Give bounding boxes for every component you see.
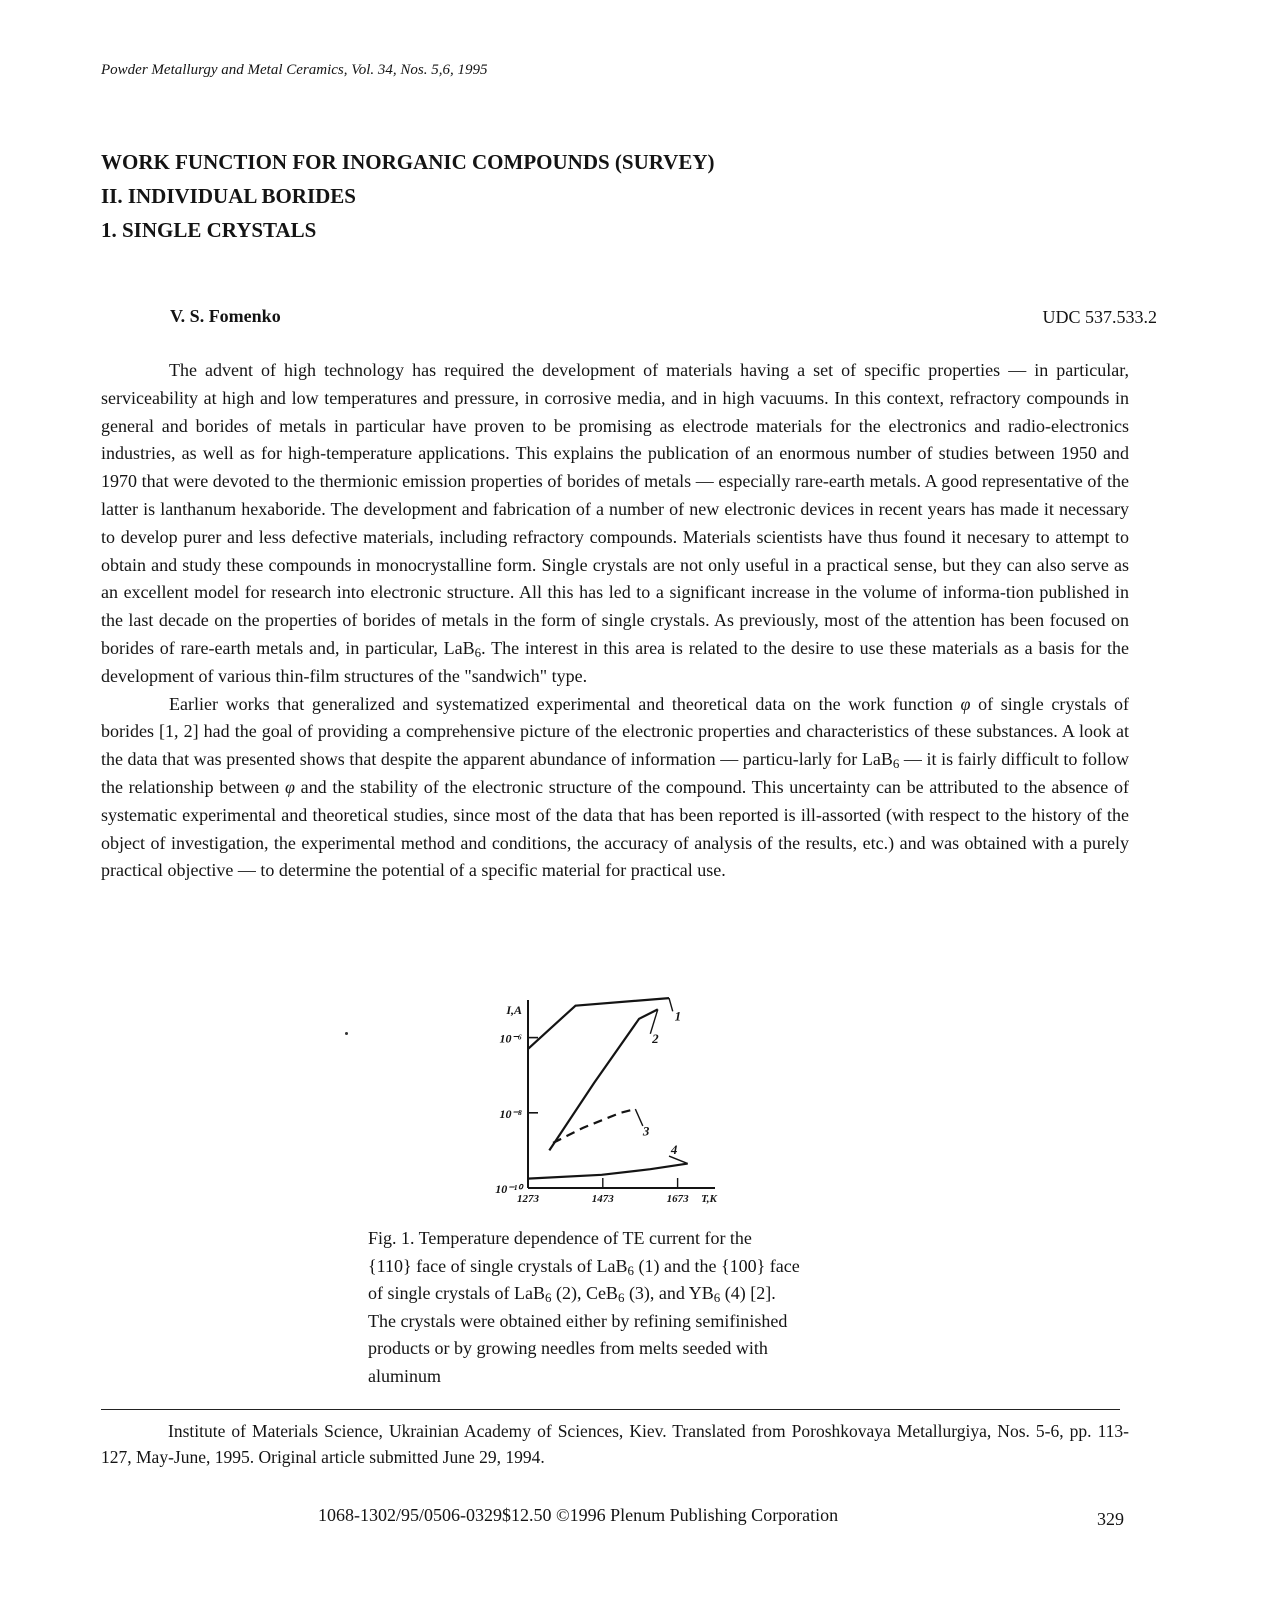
udc-code: UDC 537.533.2 (1042, 307, 1157, 327)
article-title (101, 145, 715, 247)
curve-label: 3 (642, 1123, 650, 1139)
paragraph-2: Earlier works that generalized and systematized experimental and theoretical data on the work function φ of single crystals of borides [1, 2] had the goal of providing a comprehensive picture of the electronic properties and characteristics of these substances. A look at the data that was presented shows that despite the apparent abundance of information — particu-larly for LaB$_6$ — it is fairly difficult to follow the relationship between φ and the stability of the electronic structure of the compound. This uncertainty can be attributed to the absence of systematic experimental and theoretical studies, since most of the data that has been reported is ill-assorted (with respect to the history of the object of investigation, the experimental method and conditions, the accuracy of analysis of the results, etc.) and was obtained with a purely practical objective — to determine the potential of a specific material for practical use. (101, 693, 1130, 881)
copyright-line: 1068-1302/95/0506-0329$12.50 ©1996 Plenum Publishing Corporation (318, 1505, 839, 1525)
x-tick-label: 1473 (591, 1193, 614, 1205)
y-axis-label: I,A (506, 1003, 522, 1017)
curve-label: 4 (670, 1142, 678, 1158)
figure-caption: Fig. 1. Temperature dependence of TE current for the {110} face of single crystals of LaB$_6$ (1) and the {100} face of single crystals of LaB$_6$ (2), CeB$_6$ (3), and $YB_6$ (4) [2]. The crystals were obtained either by refining semifinished products or by growing needles from melts seeded with aluminum (368, 1228, 800, 1386)
body-text (101, 357, 1129, 885)
chart-labels (635, 998, 687, 1163)
x-axis-label: T,K (701, 1193, 717, 1205)
figure-1-chart (480, 990, 740, 1215)
chart-series (528, 998, 688, 1178)
series-line-1 (528, 998, 669, 1049)
series-line-2 (549, 1009, 657, 1150)
title-line-2: II. INDIVIDUAL BORIDES (101, 184, 356, 208)
series-line-4 (528, 1164, 688, 1179)
y-tick-label: 10⁻⁶ (499, 1031, 522, 1046)
y-tick-label: 10⁻⁸ (499, 1106, 522, 1121)
footnote-divider (101, 1409, 1120, 1410)
title-line-1: WORK FUNCTION FOR INORGANIC COMPOUNDS (SURVEY) (101, 150, 715, 174)
footnote: Institute of Materials Science, Ukrainian Academy of Sciences, Kiev. Translated from Poroshkovaya Metallurgiya, Nos. 5-6, pp. 113-127, May-June, 1995. Original article submitted June 29, 1994. (101, 1421, 1129, 1467)
curve-label: 1 (674, 1008, 682, 1024)
journal-header: Powder Metallurgy and Metal Ceramics, Vol. 34, Nos. 5,6, 1995 (101, 62, 488, 78)
page-number: 329 (1097, 1509, 1124, 1529)
leader-line (635, 1109, 642, 1126)
curve-label: 2 (652, 1031, 659, 1047)
leader-line (669, 998, 673, 1011)
paragraph-1: The advent of high technology has required the development of materials having a set of specific properties — in particular, serviceability at high and low temperatures and pressure, in corrosive media, and in high vacuums. In this context, refractory compounds in general and borides of metals in particular have proven to be promising as electrode materials for the electronics and radio-electronics industries, as well as for high-temperature applications. This explains the publication of an enormous number of studies between 1950 and 1970 that were devoted to the thermionic emission properties of borides of metals — especially rare-earth metals. A good representative of the latter is lanthanum hexaboride. The development and fabrication of a number of new electronic devices in recent years has made it necessary to develop purer and less defective materials, including refractory compounds. Materials scientists have thus found it necesary to attempt to obtain and study these compounds in monocrystalline form. Single crystals are not only useful in a practical sense, but they can also serve as an excellent model for research into electronic structure. All this has led to a significant increase in the volume of informa-tion published in the last decade on the properties of borides of metals in the form of single crystals. As previously, most of the attention has been focused on borides of rare-earth metals and, in particular, LaB$_6$. The interest in this area is related to the desire to use these materials as a basis for the development of various thin-film structures of the "sandwich" type. (101, 360, 1129, 686)
author-name: V. S. Fomenko (170, 306, 281, 326)
x-tick-label: 1673 (666, 1193, 689, 1205)
y-tick-label: 10⁻¹⁰ (495, 1182, 522, 1196)
x-tick-label: 1273 (517, 1193, 539, 1205)
speck (345, 1032, 348, 1035)
title-line-3: 1. SINGLE CRYSTALS (101, 218, 317, 242)
